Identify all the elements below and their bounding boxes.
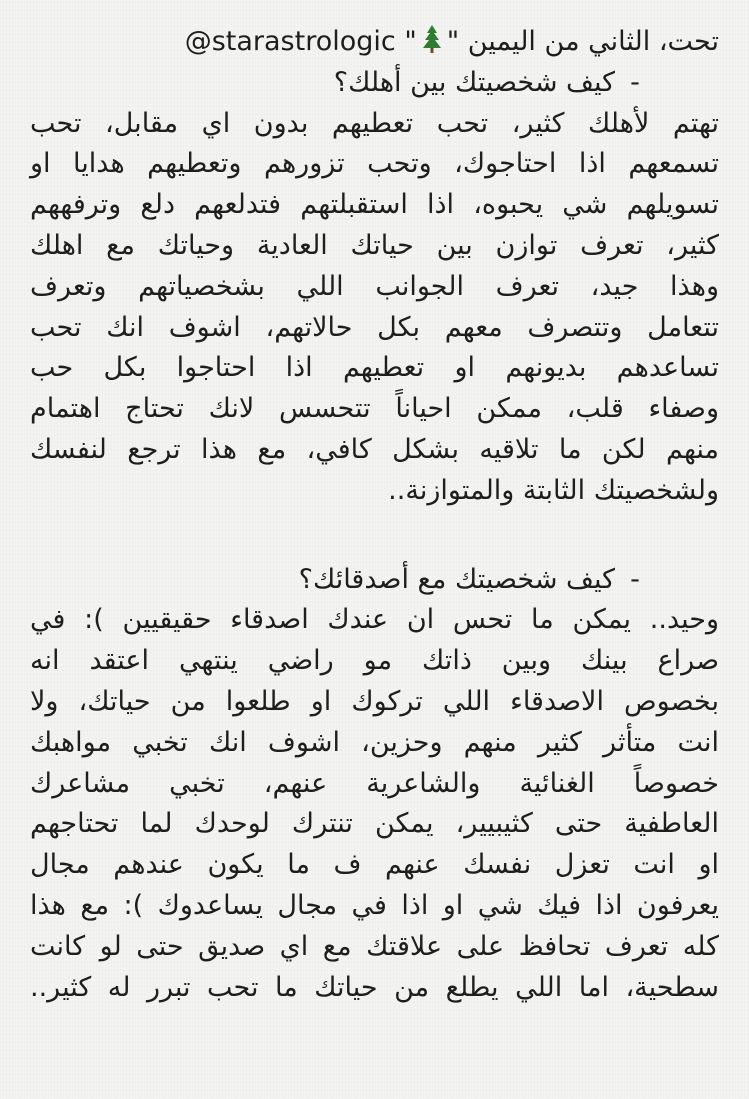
header-quote-end: " [404,26,417,57]
section-family-heading [30,63,719,104]
paragraph-line: منهم لكن ما تلاقيه بشكل كافي، مع هذا ترجع لنفسك [30,433,719,465]
section-spacer [30,512,719,560]
bullet-dash: - [630,563,640,595]
paragraph-line: سطحية، اما اللي يطلع من حياتك ما تحب تبرر له كثير.. [30,971,719,1003]
paragraph-line: تسمعهم اذا احتاجوك، وتحب تزورهم وتعطيهم هدايا او [30,148,719,180]
heading-text: كيف شخصيتك مع أصدقائك؟ [298,563,615,595]
paragraph-line: كثير، تعرف توازن بين حياتك العادية وحياتك مع اهلك [30,229,719,261]
bullet-dash: - [630,66,640,98]
paragraph-line: او انت تعزل نفسك عنهم ف ما يكون عندهم مجال [30,849,719,881]
header-intro: تحت، الثاني من اليمين " [446,26,719,57]
paragraph-line: ولشخصيتك الثابتة والمتوازنة.. [388,474,719,506]
heading-text: كيف شخصيتك بين أهلك؟ [333,66,615,98]
paragraph-line: يعرفون اذا فيك شي او اذا في مجال يساعدوك ): مع هذا [30,889,719,921]
paragraph-line: صراع بينك وبين ذاتك مو راضي ينتهي اعتقد انه [30,645,719,677]
paragraph-line: تساعدهم بديونهم او تعطيهم اذا احتاجوا بكل حب [30,352,719,384]
section-friends-heading [30,560,719,601]
section-family-body [30,104,719,512]
paragraph-line: وهذا جيد، تعرف الجوانب اللي بشخصياتهم وتعرف [30,270,719,302]
header-handle: @starastrologic [184,26,396,57]
paragraph-line: تهتم لأهلك كثير، تحب تعطيهم بدون اي مقابل، تحب [30,107,719,139]
paragraph-line: العاطفية حتى كثيبيير، يمكن تنترك لوحدك لما تحتاجهم [30,808,719,840]
paragraph-line: بخصوص الاصدقاء اللي تركوك او طلعوا من حياتك، ولا [30,685,719,717]
tree-icon [421,24,443,54]
paragraph-line: وصفاء قلب، ممكن احياناً تتحسس لانك تحتاج اهتمام [30,393,719,425]
paragraph-line: انت متأثر كثير منهم وحزين، اشوف انك تخبي مواهبك [30,726,719,758]
paragraph-line: كله تعرف تحافظ على علاقتك مع اي صديق حتى لو كانت [30,930,719,962]
paragraph-line: تسويلهم شي يحبوه، اذا استقبلتهم فتدلعهم دلع وترفههم [30,189,719,221]
section-friends-body [30,600,719,1008]
header-line [30,22,719,63]
note-content [30,22,719,1008]
paragraph-line: تتعامل وتتصرف معهم بكل حالاتهم، اشوف انك تحب [30,311,719,343]
paragraph-line: خصوصاً الغنائية والشاعرية عنهم، تخبي مشاعرك [30,767,719,799]
paragraph-line: وحيد.. يمكن ما تحس ان عندك اصدقاء حقيقيين ): في [30,604,719,636]
